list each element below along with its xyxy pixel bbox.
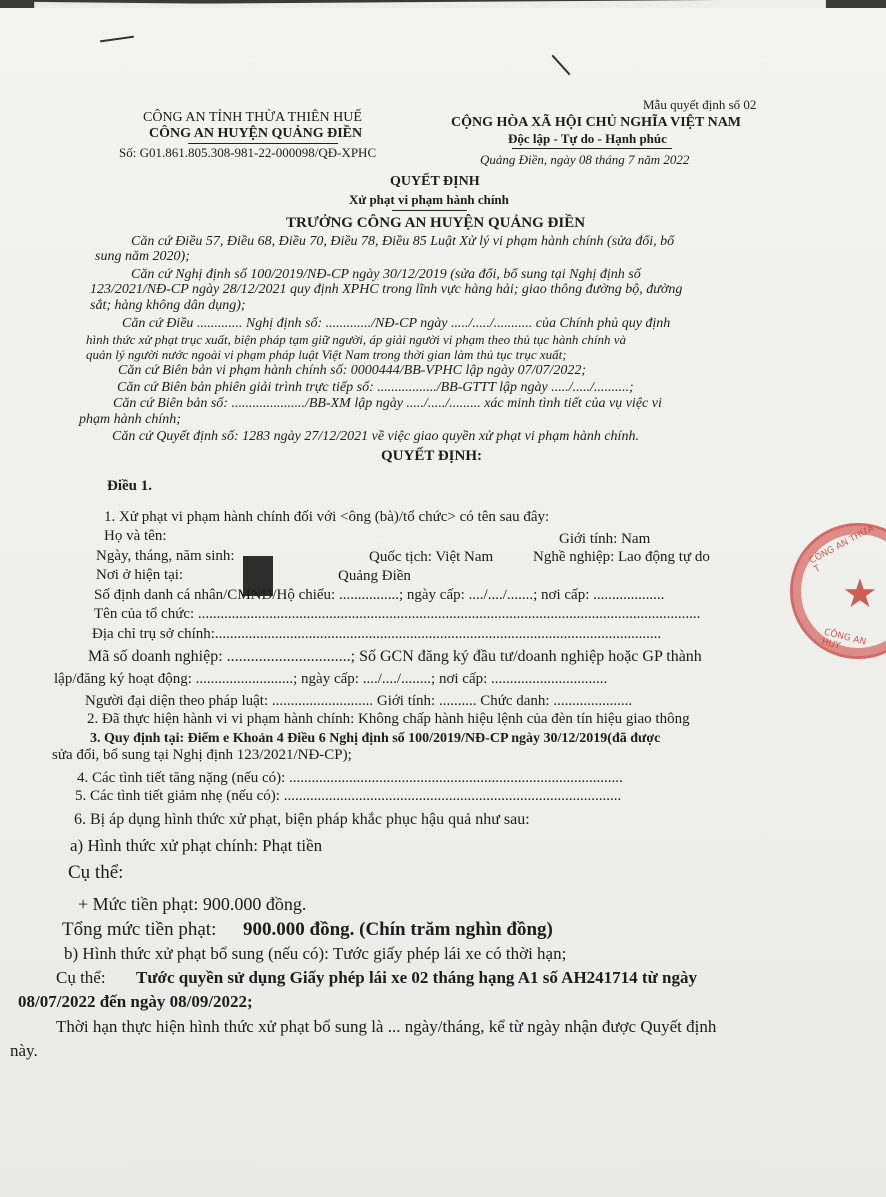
total-fine-label: Tổng mức tiền phạt:	[62, 919, 217, 940]
occupation: Nghề nghiệp: Lao động tự do	[533, 549, 710, 565]
underline	[512, 148, 672, 149]
aggravating-line: 4. Các tình tiết tăng nặng (nếu có): .........................................................................................	[77, 770, 623, 786]
seal-text: CÔNG AN HUY	[820, 627, 867, 652]
id-line: Số định danh cá nhân/CMND/Hộ chiếu: ................; ngày cấp: ..../..../.......; nơi cấp: ...................	[94, 587, 665, 603]
seal-text: CÔNG AN THỪA T	[807, 523, 876, 576]
underline	[188, 143, 338, 144]
document-subtitle: Xử phạt vi phạm hành chính	[349, 192, 509, 207]
agency-top: CÔNG AN TỈNH THỪA THIÊN HUẾ	[143, 110, 362, 125]
document-title: QUYẾT ĐỊNH	[390, 174, 480, 189]
preamble-line: Căn cứ Biên bản vi phạm hành chính số: 0000444/BB-VPHC lập ngày 07/07/2022;	[118, 363, 587, 378]
violation-line: 2. Đã thực hiện hành vi vi phạm hành chính: Không chấp hành hiệu lệnh của đèn tín hiệu giao thông	[87, 711, 690, 727]
body-line: 1. Xử phạt vi phạm hành chính đối với <ông (bà)/tổ chức> có tên sau đây:	[104, 509, 550, 525]
article-heading: Điều 1.	[107, 478, 152, 494]
address-label: Nơi ở hiện tại:	[96, 567, 184, 583]
license-suspension: Tước quyền sử dụng Giấy phép lái xe 02 tháng hạng A1 số AH241714 từ ngày	[136, 968, 697, 987]
address-value: Quảng Điền	[338, 568, 411, 584]
fine-amount: + Mức tiền phạt: 900.000 đồng.	[78, 894, 307, 914]
dob-label: Ngày, tháng, năm sinh:	[96, 548, 235, 564]
nationality: Quốc tịch: Việt Nam	[369, 549, 494, 565]
document-page	[0, 8, 886, 1197]
preamble-line: Căn cứ Điều 57, Điều 68, Điều 70, Điều 78, Điều 85 Luật Xử lý vi phạm hành chính (sửa đổi, bổ	[131, 234, 675, 249]
details-label: Cụ thể:	[68, 862, 124, 883]
preamble-line: phạm hành chính;	[79, 412, 181, 427]
star-icon: ★	[842, 571, 878, 616]
preamble-line: Căn cứ Biên bản số: ...................../BB-XM lập ngày ...../...../......... xác minh tình tiết của vụ việc vi	[113, 396, 662, 411]
underline	[392, 210, 467, 211]
preamble-line: sung năm 2020);	[95, 249, 190, 264]
country-name: CỘNG HÒA XÃ HỘI CHỦ NGHĨA VIỆT NAM	[451, 115, 742, 130]
additional-penalty: b) Hình thức xử phạt bổ sung (nếu có): Tước giấy phép lái xe có thời hạn;	[64, 944, 567, 963]
preamble-line: 123/2021/NĐ-CP ngày 28/12/2021 quy định XPHC trong lĩnh vực hàng hải; giao thông đường bộ, đường	[90, 282, 683, 297]
national-motto: Độc lập - Tự do - Hạnh phúc	[508, 131, 667, 146]
preamble-line: quản lý người nước ngoài vi phạm pháp luật Việt Nam trong thời gian làm thủ tục trục xuất;	[86, 347, 567, 362]
place-date: Quảng Điền, ngày 08 tháng 7 năm 2022	[480, 152, 690, 167]
org-address-line: Địa chỉ trụ sở chính:.......................................................................................................................	[92, 626, 662, 642]
gender: Giới tính: Nam	[559, 531, 651, 547]
suspension-dates: 08/07/2022 đến ngày 08/09/2022;	[18, 992, 253, 1011]
issuing-authority: TRƯỞNG CÔNG AN HUYỆN QUẢNG ĐIỀN	[286, 215, 586, 231]
business-code-line: Mã số doanh nghiệp: ...............................; Số GCN đăng ký đầu tư/doanh nghiệp hoặc GP thành	[88, 648, 702, 665]
decision-heading: QUYẾT ĐỊNH:	[381, 448, 482, 464]
name-label: Họ và tên:	[104, 528, 167, 544]
representative-line: Người đại diện theo pháp luật: ........................... Giới tính: .......... Chức danh: .....................	[85, 693, 633, 709]
org-name-line: Tên của tổ chức: ......................................................................................................................................	[94, 606, 701, 622]
pen-mark	[100, 36, 134, 43]
term-line: Thời hạn thực hiện hình thức xử phạt bổ sung là ... ngày/tháng, kể từ ngày nhận được Quyết định	[56, 1017, 717, 1036]
penalty-line: 6. Bị áp dụng hình thức xử phạt, biện pháp khắc phục hậu quả như sau:	[74, 811, 530, 828]
term-line: này.	[10, 1041, 38, 1060]
preamble-line: hình thức xử phạt trục xuất, biện pháp tạm giữ người, áp giải người vi phạm theo thủ tục hành chính và	[86, 332, 627, 347]
preamble-line: sắt; hàng không dân dụng);	[90, 298, 246, 313]
registration-line: lập/đăng ký hoạt động: ..........................; ngày cấp: ..../..../........; nơi cấp: ...............................	[54, 671, 608, 687]
preamble-line: Căn cứ Nghị định số 100/2019/NĐ-CP ngày 30/12/2019 (sửa đổi, bổ sung tại Nghị định số	[131, 267, 641, 282]
preamble-line: Căn cứ Điều ............. Nghị định số: ............./NĐ-CP ngày ...../...../........... của Chính phủ quy định	[122, 316, 671, 331]
document-number: Số: G01.861.805.308-981-22-000098/QĐ-XPHC	[119, 145, 377, 160]
details-label: Cụ thể:	[56, 968, 106, 987]
pen-mark	[552, 55, 571, 76]
total-fine-value: 900.000 đồng. (Chín trăm nghìn đồng)	[243, 919, 553, 940]
mitigating-line: 5. Các tình tiết giảm nhẹ (nếu có): ..........................................................................................	[75, 788, 622, 804]
regulation-line: 3. Quy định tại: Điểm e Khoản 4 Điều 6 Nghị định số 100/2019/NĐ-CP ngày 30/12/2019(đã được	[90, 731, 661, 746]
regulation-line: sửa đổi, bổ sung tại Nghị định 123/2021/NĐ-CP);	[52, 747, 352, 763]
form-number: Mẫu quyết định số 02	[643, 97, 757, 112]
preamble-line: Căn cứ Biên bản phiên giải trình trực tiếp số: ................./BB-GTTT lập ngày ...../...../..........;	[117, 380, 634, 395]
main-penalty: a) Hình thức xử phạt chính: Phạt tiền	[70, 836, 323, 855]
preamble-line: Căn cứ Quyết định số: 1283 ngày 27/12/2021 về việc giao quyền xử phạt vi phạm hành chính.	[112, 429, 639, 444]
agency-name: CÔNG AN HUYỆN QUẢNG ĐIỀN	[149, 126, 363, 141]
